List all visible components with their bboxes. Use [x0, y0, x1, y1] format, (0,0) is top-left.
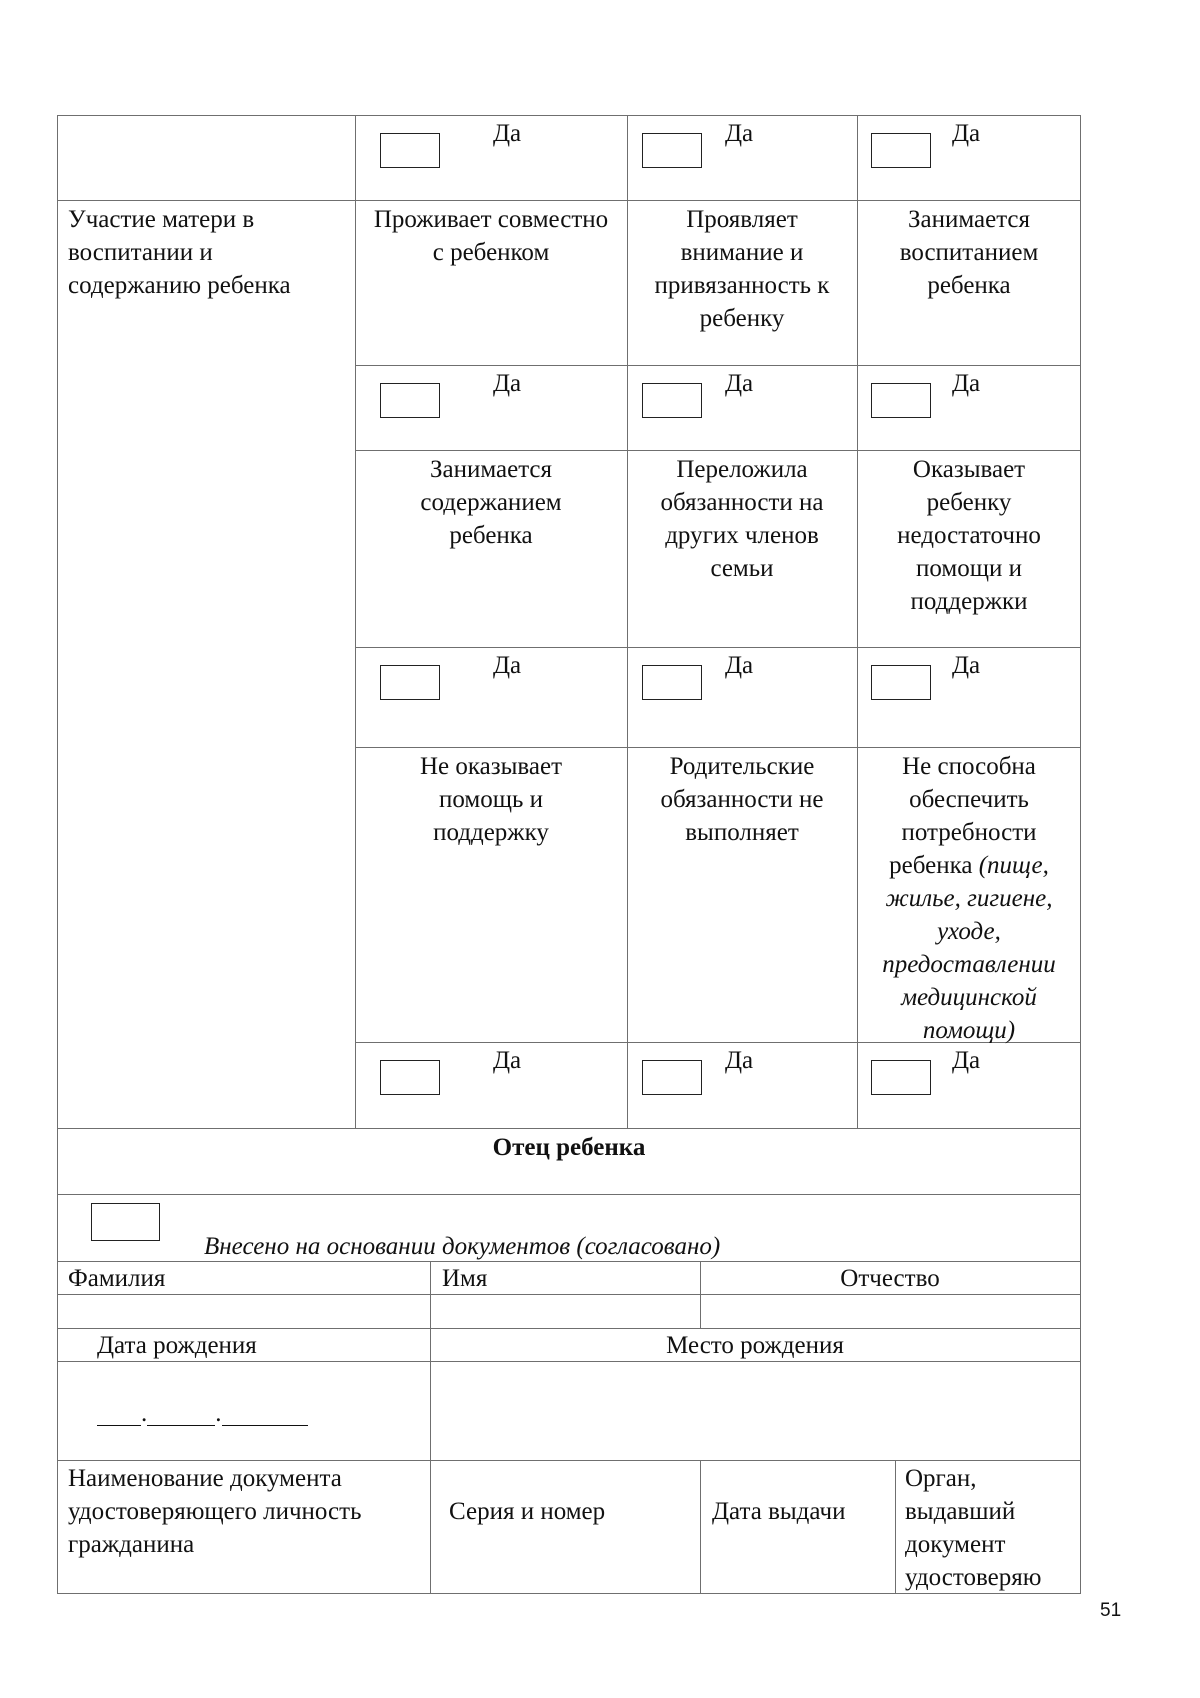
birth-place-field[interactable] — [431, 1362, 1079, 1459]
checkbox[interactable] — [871, 383, 931, 418]
col-divider — [700, 1460, 701, 1593]
patronymic-label: Отчество — [840, 1265, 940, 1292]
option-text: Переложила обязанности на других членов семьи — [660, 456, 824, 582]
row-divider — [355, 450, 1081, 451]
birth-place-label: Место рождения — [666, 1332, 844, 1359]
row-divider — [355, 365, 1081, 366]
year-blank — [222, 1403, 308, 1426]
checkbox[interactable] — [380, 665, 440, 700]
needs-list: (пище, жилье, гигиене, уходе, предоставлении медицинской помощи) — [882, 852, 1056, 1044]
name-label: Имя — [442, 1265, 488, 1292]
table-border-left — [57, 115, 58, 1594]
yes-label: Да — [725, 370, 754, 397]
option-text: Не оказывает помощь и поддержку — [419, 753, 563, 846]
option-text-needs — [866, 750, 1072, 1047]
row-divider — [57, 1460, 1081, 1461]
yes-label: Да — [725, 652, 754, 679]
checkbox[interactable] — [871, 1060, 931, 1095]
yes-label: Да — [493, 1047, 522, 1074]
series-number-label: Серия и номер — [449, 1498, 606, 1525]
yes-label: Да — [952, 1047, 981, 1074]
col-divider — [895, 1460, 896, 1593]
yes-label: Да — [725, 120, 754, 147]
checkbox[interactable] — [642, 1060, 702, 1095]
row-divider — [57, 200, 1081, 201]
documents-note: Внесено на основании документов (согласовано) — [204, 1233, 721, 1260]
month-blank — [147, 1403, 215, 1426]
issuer-label: Орган, выдавший документ удостоверяю — [905, 1465, 1042, 1591]
surname-label: Фамилия — [68, 1265, 166, 1292]
checkbox[interactable] — [91, 1203, 160, 1241]
checkbox[interactable] — [642, 133, 702, 168]
option-text: Не способна обеспечить потребности ребенка — [889, 753, 1037, 879]
row-divider — [57, 1128, 1081, 1129]
date-separator: . — [141, 1400, 148, 1427]
option-text: Оказывает ребенку недостаточно помощи и поддержки — [897, 456, 1041, 615]
col-divider — [627, 115, 628, 1128]
option-text: Проявляет внимание и привязанность к ребенку — [654, 206, 830, 332]
checkbox[interactable] — [380, 383, 440, 418]
table-border-right — [1080, 115, 1081, 1594]
birth-date-label: Дата рождения — [97, 1332, 257, 1359]
page-number: 51 — [1100, 1600, 1122, 1621]
name-field[interactable] — [431, 1295, 699, 1327]
col-divider — [355, 115, 356, 1128]
option-text: Занимается воспитанием ребенка — [899, 206, 1039, 299]
mother-participation-label: Участие матери в воспитании и содержанию ребенка — [68, 206, 291, 299]
option-text: Занимается содержанием ребенка — [420, 456, 562, 549]
document-name-label: Наименование документа удостоверяющего личность гражданина — [68, 1465, 362, 1558]
checkbox[interactable] — [642, 665, 702, 700]
surname-field[interactable] — [58, 1295, 429, 1327]
col-divider — [857, 115, 858, 1128]
checkbox[interactable] — [871, 665, 931, 700]
day-blank — [97, 1403, 141, 1426]
yes-label: Да — [493, 120, 522, 147]
yes-label: Да — [493, 370, 522, 397]
yes-label: Да — [952, 652, 981, 679]
row-divider — [57, 1194, 1081, 1195]
patronymic-field[interactable] — [701, 1295, 1079, 1327]
row-divider — [355, 747, 1081, 748]
checkbox[interactable] — [380, 133, 440, 168]
row-divider — [57, 115, 1081, 116]
checkbox[interactable] — [871, 133, 931, 168]
option-text: Проживает совместно с ребенком — [373, 206, 609, 266]
date-separator: . — [215, 1400, 222, 1427]
yes-label: Да — [952, 370, 981, 397]
checkbox[interactable] — [380, 1060, 440, 1095]
section-title-father: Отец ребенка — [492, 1134, 646, 1161]
yes-label: Да — [952, 120, 981, 147]
issue-date-label: Дата выдачи — [712, 1498, 846, 1525]
yes-label: Да — [725, 1047, 754, 1074]
row-divider — [355, 647, 1081, 648]
birth-date-field[interactable] — [97, 1402, 308, 1426]
option-text: Родительские обязанности не выполняет — [660, 753, 824, 846]
checkbox[interactable] — [642, 383, 702, 418]
yes-label: Да — [493, 652, 522, 679]
